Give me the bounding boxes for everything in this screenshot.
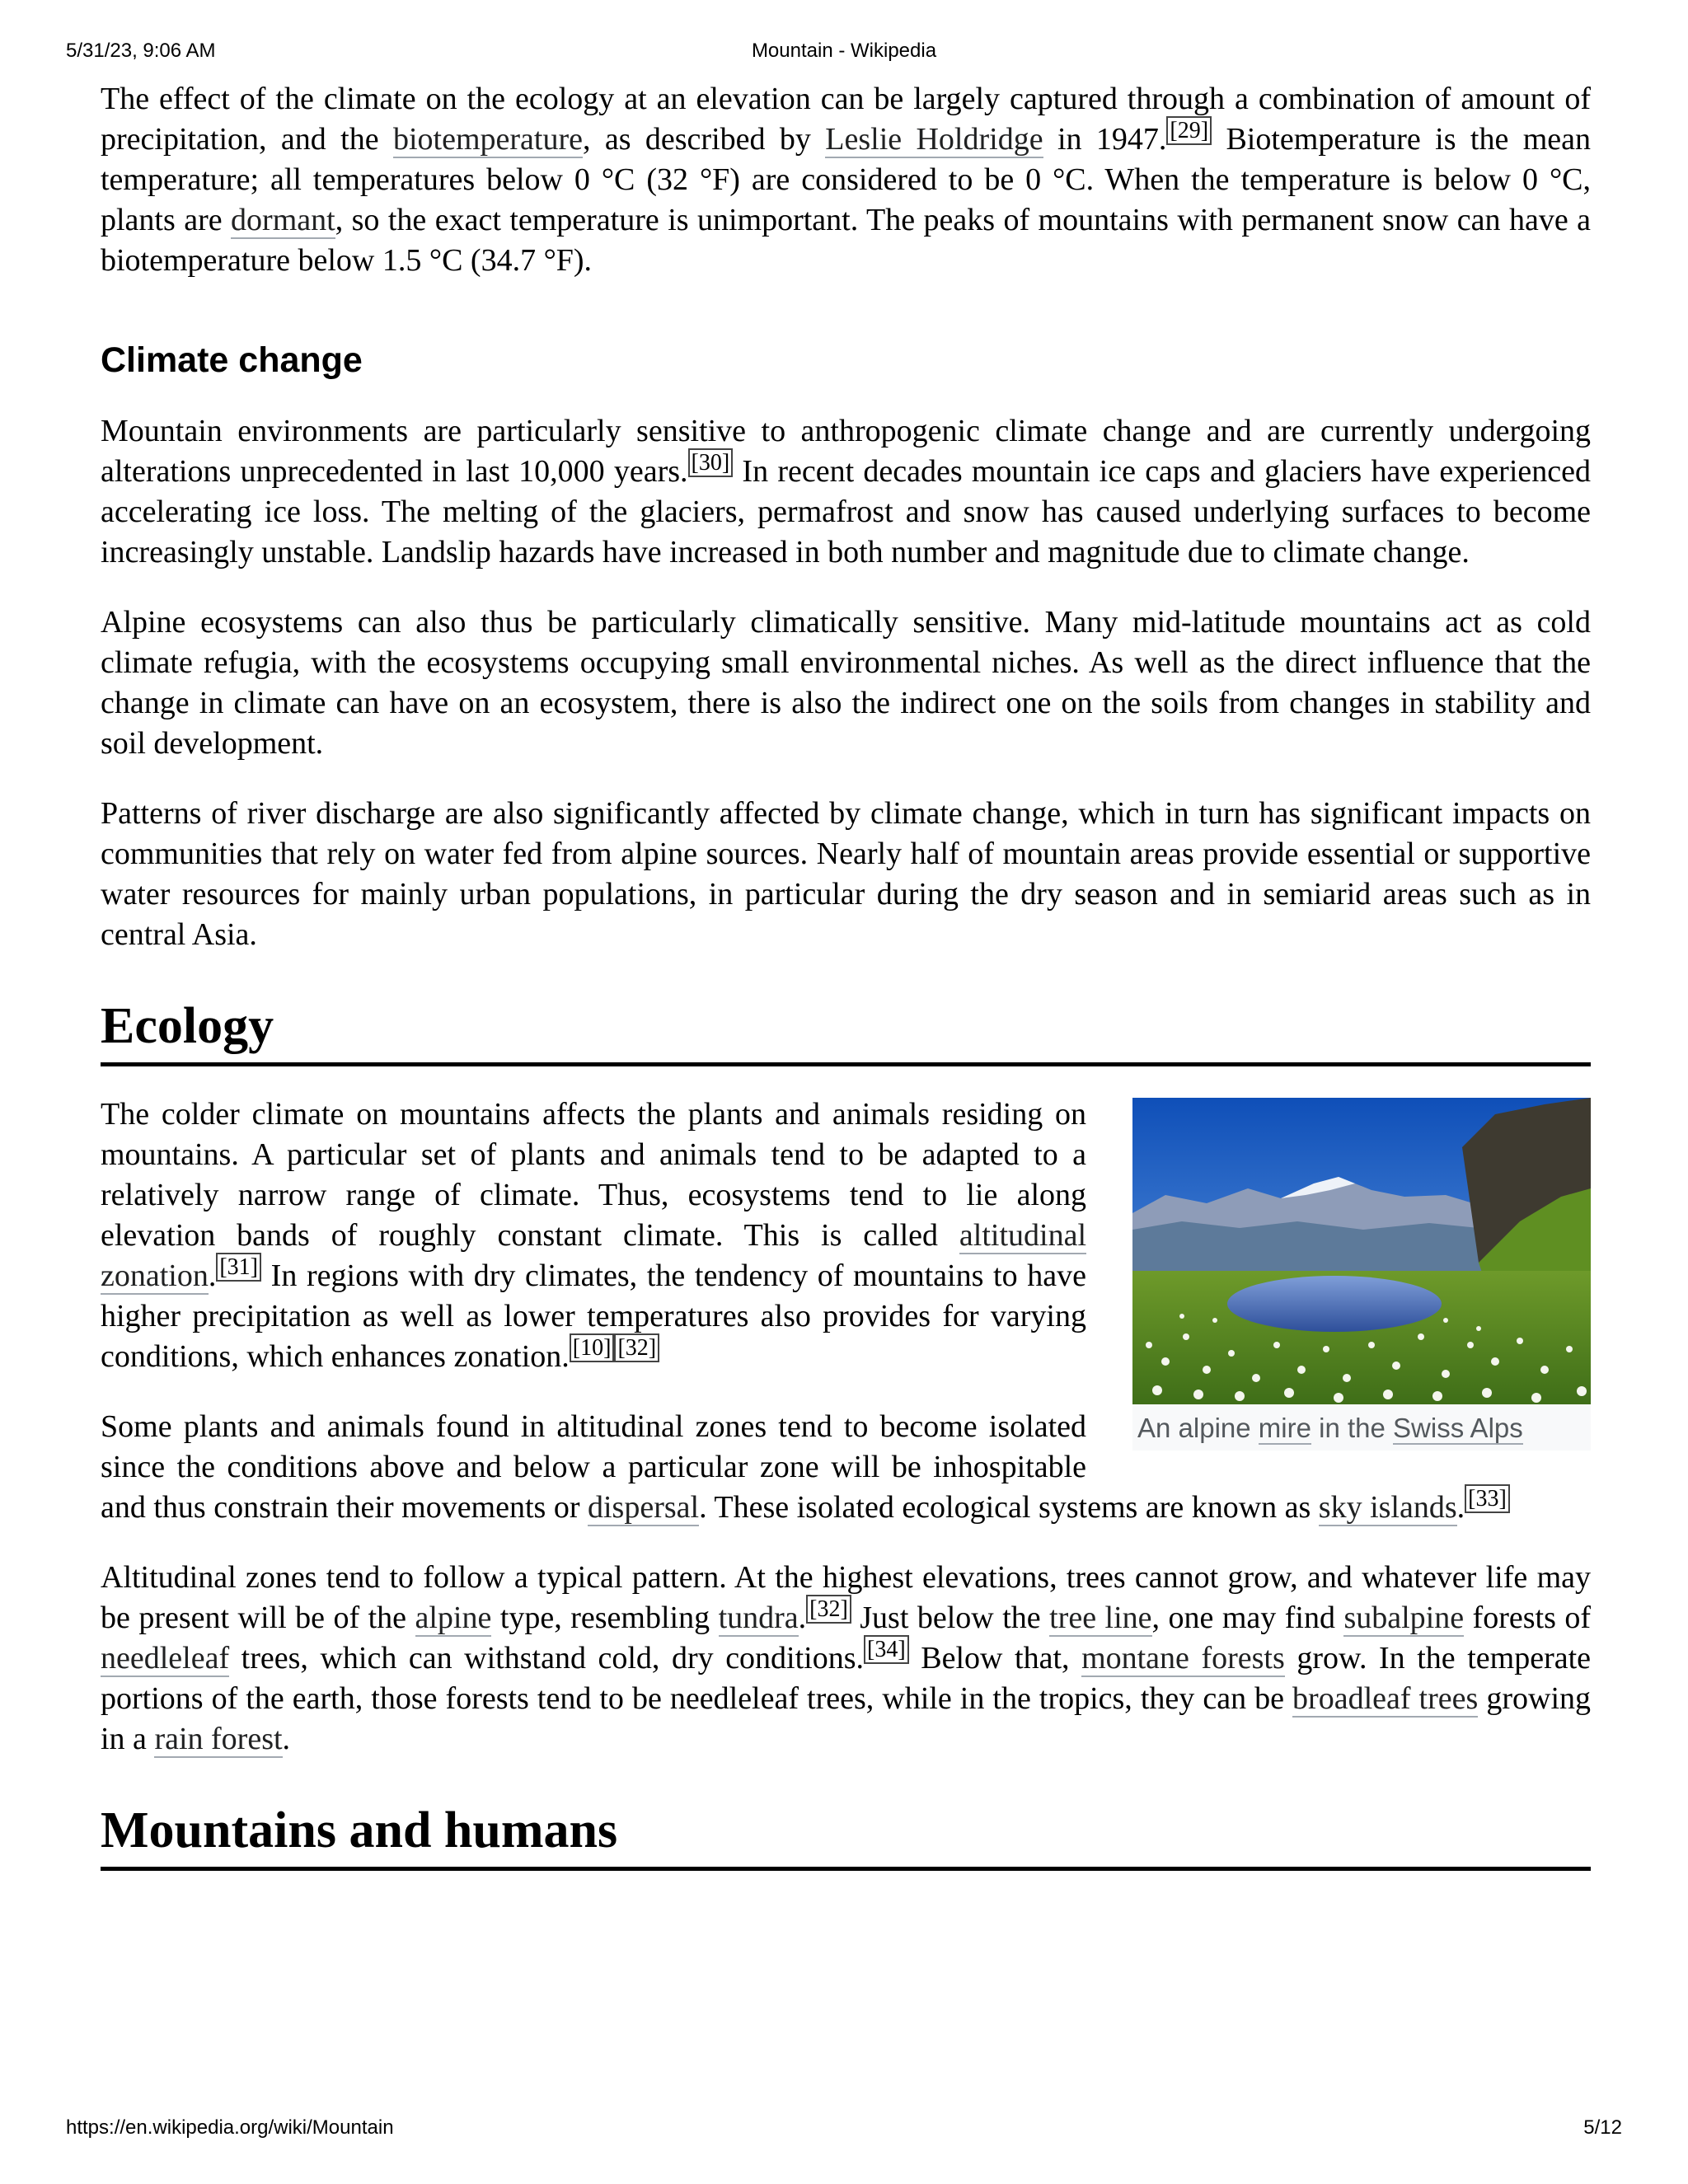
text: type, resembling (491, 1601, 719, 1635)
text: Some plants and animals found in altitudinal zones tend to become isolated since the conditions above and below a particular zone will be inhospitable and thus constrain their movements or (101, 1409, 1086, 1525)
link-tundra[interactable]: tundra (718, 1601, 799, 1635)
reference-32b[interactable]: [32] (806, 1595, 851, 1624)
text: , one may find (1151, 1601, 1344, 1635)
print-page-number: 5/12 (1583, 2116, 1622, 2139)
paragraph-climate-change-1 (101, 411, 1591, 573)
text: . (1456, 1490, 1465, 1525)
text: in 1947. (1043, 122, 1167, 157)
text: In regions with dry climates, the tendency of mountains to have higher precipitation as well as lower temperatures also provides for varying conditions, which enhances zonation. (101, 1258, 1086, 1374)
paragraph-climate-change-2: Alpine ecosystems can also thus be particularly climatically sensitive. Many mid-latitude mountains act as cold climate refugia, with the ecosystems occupying small environmental niches. As well as the direct influence that the change in climate can have on an ecosystem, there is also the indirect one on the soils from changes in stability and soil development. (101, 605, 1591, 761)
text: Biotemperature is the mean temperature; all temperatures below 0 °C (32 °F) are considered to be 0 °C. When the temperature is below 0 °C, plants are (101, 122, 1591, 237)
link-broadleaf-trees[interactable]: broadleaf trees (1292, 1681, 1479, 1716)
reference-30[interactable]: [30] (688, 448, 734, 477)
text: , so the exact temperature is unimportant. The peaks of mountains with permanent snow can have a biotemperature below 1.5 °C (34.7 °F). (101, 203, 1592, 278)
link-rain-forest[interactable]: rain forest (154, 1722, 283, 1756)
text: , as described by (582, 122, 826, 157)
heading-mountains-and-humans: Mountains and humans (101, 1799, 1591, 1871)
text: . These isolated ecological systems are known as (699, 1490, 1319, 1525)
link-alpine[interactable]: alpine (415, 1601, 492, 1635)
alpine-mire-image[interactable] (1132, 1098, 1591, 1404)
link-needleleaf[interactable]: needleleaf (101, 1641, 230, 1675)
reference-33[interactable]: [33] (1465, 1484, 1510, 1513)
reference-34[interactable]: [34] (864, 1635, 909, 1664)
text: . (208, 1258, 217, 1293)
reference-32[interactable]: [32] (614, 1333, 659, 1362)
text: grow. In the temperate portions of the earth, those forests tend to be needleleaf trees, while in the tropics, they can be (101, 1641, 1592, 1716)
text: An alpine (1137, 1413, 1259, 1443)
link-altitudinal-zonation[interactable]: altitudinal zonation (101, 1218, 1086, 1293)
text: Just below the (851, 1601, 1050, 1635)
text: Altitudinal zones tend to follow a typical pattern. At the highest elevations, trees cannot grow, and whatever life may be present will be of the (101, 1560, 1591, 1635)
print-header (0, 40, 1688, 73)
text: In recent decades mountain ice caps and glaciers have experienced accelerating ice loss. The melting of the glaciers, permafrost and snow has caused underlying surfaces to become increasingly unstable. Landslip hazards have increased in both number and magnitude due to climate change. (101, 454, 1591, 569)
link-dispersal[interactable]: dispersal (588, 1490, 700, 1525)
figure-caption (1132, 1404, 1591, 1451)
heading-ecology: Ecology (101, 995, 1591, 1066)
link-mire[interactable]: mire (1258, 1413, 1311, 1443)
text: The colder climate on mountains affects the plants and animals residing on mountains. A particular set of plants and animals tend to be adapted to a relatively narrow range of climate. Thus, ecosystems tend to lie along elevation bands of roughly constant climate. This is called (101, 1097, 1086, 1253)
print-page-title: Mountain - Wikipedia (751, 40, 937, 62)
text: Mountain environments are particularly sensitive to anthropogenic climate change and are currently undergoing alterations unprecedented in last 10,000 years. (101, 414, 1591, 489)
link-montane-forests[interactable]: montane forests (1081, 1641, 1285, 1675)
reference-10[interactable]: [10] (570, 1333, 615, 1362)
print-url: https://en.wikipedia.org/wiki/Mountain (66, 2116, 394, 2139)
paragraph-biotemperature (101, 79, 1591, 281)
text: trees, which can withstand cold, dry conditions. (229, 1641, 865, 1675)
heading-climate-change: Climate change (101, 340, 363, 380)
paragraph-ecology-3 (101, 1558, 1591, 1760)
link-leslie-holdridge[interactable]: Leslie Holdridge (825, 122, 1043, 157)
print-datetime: 5/31/23, 9:06 AM (66, 40, 216, 62)
text: Below that, (908, 1641, 1082, 1675)
link-sky-islands[interactable]: sky islands (1318, 1490, 1457, 1525)
text: . (798, 1601, 807, 1635)
link-swiss-alps[interactable]: Swiss Alps (1393, 1413, 1523, 1443)
article-content (101, 79, 1591, 1899)
link-biotemperature[interactable]: biotemperature (392, 122, 583, 157)
paragraph-climate-change-3: Patterns of river discharge are also significantly affected by climate change, which in turn has significant impacts on communities that rely on water fed from alpine sources. Nearly half of mountain areas provide essential or supportive water resources for mainly urban populations, in particular during the dry season and in semiarid areas such as in central Asia. (101, 796, 1591, 952)
reference-31[interactable]: [31] (216, 1253, 261, 1282)
link-dormant[interactable]: dormant (231, 203, 335, 237)
text: growing in a (101, 1681, 1592, 1756)
print-footer (0, 2116, 1688, 2149)
reference-29[interactable]: [29] (1166, 116, 1212, 145)
link-subalpine[interactable]: subalpine (1343, 1601, 1465, 1635)
link-tree-line[interactable]: tree line (1049, 1601, 1152, 1635)
figure-alpine-mire (1132, 1098, 1591, 1451)
text: in the (1311, 1413, 1394, 1443)
text: . (282, 1722, 291, 1756)
text: forests of (1464, 1601, 1591, 1635)
text: The effect of the climate on the ecology at an elevation can be largely captured through a combination of amount of precipitation, and the (101, 82, 1591, 157)
